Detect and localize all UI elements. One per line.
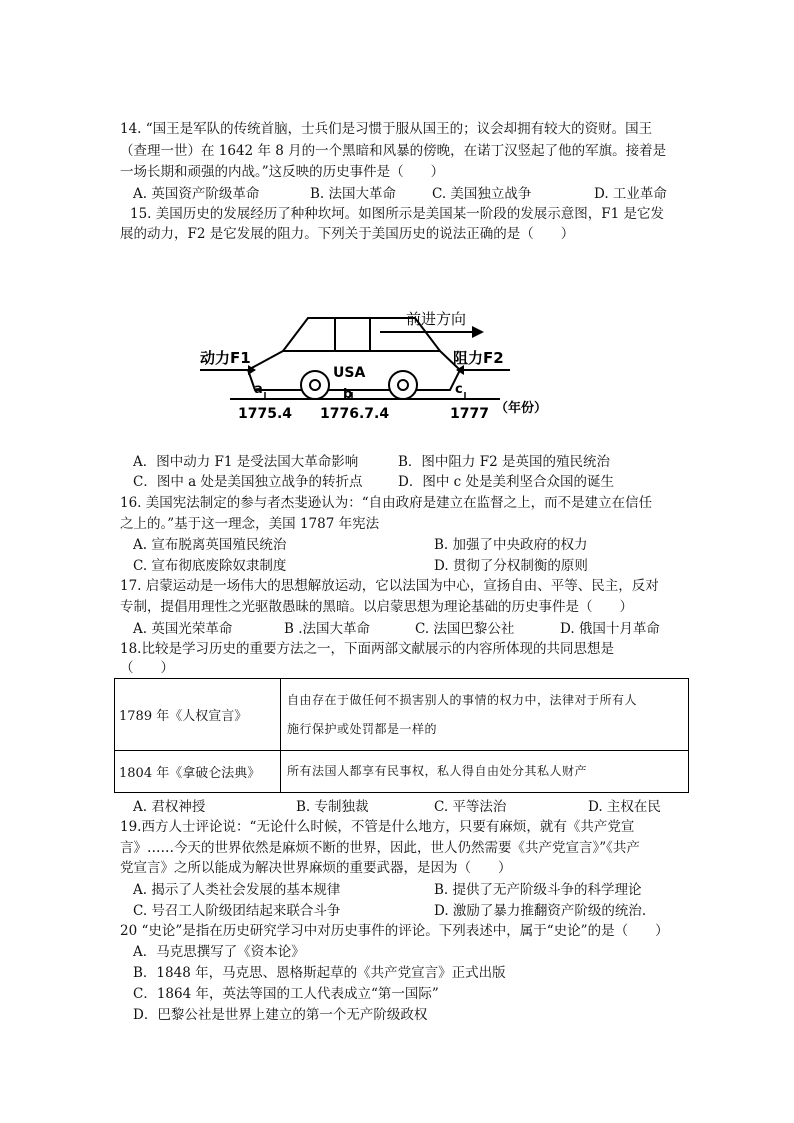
point-c-label: c bbox=[455, 382, 463, 397]
q14-stem-line3: 一场长期和顽强的内战。”这反映的历史事件是（ ） bbox=[120, 164, 445, 180]
comparison-table bbox=[114, 678, 689, 793]
q20-stem-line1: 20 “史论”是指在历史研究学习中对历史事件的评论。下列表述中，属于“史论”的是（ ） bbox=[120, 923, 669, 939]
q14-stem-line2: （查理一世）在 1642 年 8 月的一个黑暗和风暴的傍晚，在诺丁汉竖起了他的军旗。接着是 bbox=[120, 143, 667, 159]
car-icon bbox=[248, 318, 460, 399]
q17-option-d[interactable]: D. 俄国十月革命 bbox=[560, 621, 660, 637]
q14-option-a[interactable]: A. 英国资产阶级革命 bbox=[133, 186, 260, 202]
point-b-label: b bbox=[343, 387, 353, 402]
q15-option-c[interactable]: C．图中 a 处是美国独立战争的转折点 bbox=[133, 474, 363, 490]
q15-stem-line2: 展的动力，F2 是它发展的阻力。下列关于美国历史的说法正确的是（ ） bbox=[120, 226, 575, 242]
table-row bbox=[115, 751, 689, 793]
table-cell-content-line1: 所有法国人都享有民事权，私人得自由处分其私人财产 bbox=[287, 764, 588, 778]
table-row bbox=[115, 679, 689, 751]
table-cell-content-line1: 自由存在于做任何不损害别人的事情的权力中，法律对于所有人 bbox=[287, 692, 638, 707]
force-f1-label: 动力F1 bbox=[200, 349, 251, 367]
q18-option-b[interactable]: B. 专制独裁 bbox=[296, 799, 369, 815]
table-cell-doc: 1804 年《拿破仑法典》 bbox=[115, 751, 281, 793]
q19-option-a[interactable]: A. 揭示了人类社会发展的基本规律 bbox=[133, 882, 341, 898]
q20-option-b[interactable]: B．1848 年，马克思、恩格斯起草的《共产党宣言》正式出版 bbox=[133, 965, 506, 981]
q18-option-a[interactable]: A. 君权神授 bbox=[133, 799, 206, 815]
table-cell-content bbox=[281, 679, 689, 751]
q15-option-a[interactable]: A．图中动力 F1 是受法国大革命影响 bbox=[133, 454, 359, 470]
q17-stem-line1: 17. 启蒙运动是一场伟大的思想解放运动，它以法国为中心，宣扬自由、平等、民主，反对 bbox=[120, 578, 659, 594]
q14-option-b[interactable]: B. 法国大革命 bbox=[310, 186, 397, 202]
timeline-unit-label: （年份） bbox=[495, 401, 548, 416]
q15-option-d[interactable]: D．图中 c 处是美利坚合众国的诞生 bbox=[398, 474, 614, 490]
q19-stem-line2: 言》……今天的世界依然是麻烦不断的世界，因此，世人仍然需要《共产党宣言》”《共产 bbox=[120, 840, 640, 856]
q14-option-c[interactable]: C. 美国独立战争 bbox=[432, 186, 532, 202]
q16-stem-line2: 之上的。”基于这一理念，美国 1787 年宪法 bbox=[120, 516, 380, 532]
q16-option-d[interactable]: D. 贯彻了分权制衡的原则 bbox=[434, 558, 588, 574]
table-cell-content-line2: 施行保护或处罚都是一样的 bbox=[287, 721, 438, 736]
table-cell-doc: 1789 年《人权宣言》 bbox=[115, 679, 281, 751]
date-c-label: 1777 bbox=[450, 406, 489, 422]
q15-option-b[interactable]: B．图中阻力 F2 是英国的殖民统治 bbox=[398, 454, 610, 470]
q18-option-d[interactable]: D. 主权在民 bbox=[588, 799, 661, 815]
q16-option-b[interactable]: B. 加强了中央政府的权力 bbox=[434, 537, 588, 553]
q16-option-a[interactable]: A. 宣布脱离英国殖民统治 bbox=[133, 537, 287, 553]
q19-stem-line1: 19.西方人士评论说：“无论什么时候，不管是什么地方，只要有麻烦，就有《共产党宣 bbox=[120, 819, 635, 835]
q18-option-c[interactable]: C. 平等法治 bbox=[434, 799, 507, 815]
q16-option-c[interactable]: C. 宣布彻底废除奴隶制度 bbox=[133, 558, 287, 574]
q16-stem-line1: 16. 美国宪法制定的参与者杰斐逊认为：“自由政府是建立在监督之上，而不是建立在信任 bbox=[120, 495, 653, 511]
q19-option-b[interactable]: B. 提供了无产阶级斗争的科学理论 bbox=[434, 882, 642, 898]
table-cell-content bbox=[281, 751, 689, 793]
q17-option-b[interactable]: B .法国大革命 bbox=[284, 621, 371, 637]
q18-stem-line1: 18.比较是学习历史的重要方法之一，下面两部文献展示的内容所体现的共同思想是 bbox=[120, 641, 614, 657]
q19-stem-line3: 党宣言》之所以能成为解决世界麻烦的重要武器，是因为（ ） bbox=[120, 860, 512, 876]
date-b-label: 1776.7.4 bbox=[320, 406, 390, 422]
direction-arrowhead-icon bbox=[472, 326, 484, 338]
q17-option-a[interactable]: A. 英国光荣革命 bbox=[133, 621, 233, 637]
car-label: USA bbox=[333, 365, 366, 381]
q20-option-d[interactable]: D．巴黎公社是世界上建立的第一个无产阶级政权 bbox=[133, 1007, 428, 1023]
q19-option-d[interactable]: D. 激励了暴力推翻资产阶级的统治. bbox=[434, 903, 647, 919]
q14-stem-line1: 14. “国王是军队的传统首脑，士兵们是习惯于服从国王的；议会却拥有较大的资财。国王 bbox=[120, 121, 653, 137]
q14-option-d[interactable]: D. 工业革命 bbox=[594, 186, 667, 202]
q20-option-c[interactable]: C．1864 年，英法等国的工人代表成立“第一国际” bbox=[133, 986, 439, 1002]
direction-label: 前进方向 bbox=[406, 310, 467, 328]
q17-option-c[interactable]: C. 法国巴黎公社 bbox=[415, 621, 515, 637]
q19-option-c[interactable]: C. 号召工人阶级团结起来联合斗争 bbox=[133, 903, 341, 919]
point-a-label: a bbox=[254, 382, 263, 397]
date-a-label: 1775.4 bbox=[238, 406, 293, 422]
q15-stem-line1: 15. 美国历史的发展经历了种种坎坷。如图所示是美国某一阶段的发展示意图，F1 是它发 bbox=[130, 206, 665, 222]
q18-stem-line2: （ ） bbox=[120, 660, 174, 676]
q17-stem-line2: 专制，提倡用理性之光驱散愚昧的黑暗。以启蒙思想为理论基础的历史事件是（ ） bbox=[120, 599, 633, 615]
q20-option-a[interactable]: A．马克思撰写了《资本论》 bbox=[133, 944, 305, 960]
force-f2-label: 阻力F2 bbox=[453, 349, 504, 367]
usa-development-diagram bbox=[190, 300, 590, 430]
